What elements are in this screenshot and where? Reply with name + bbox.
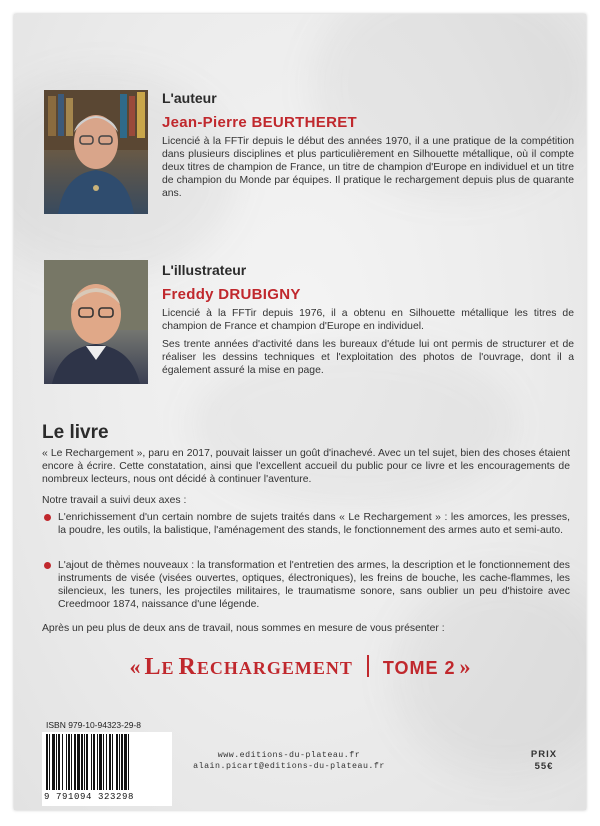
- barcode-digits: 9 791094 323298: [44, 792, 135, 802]
- barcode-bar: [77, 734, 80, 790]
- barcode: [42, 732, 172, 806]
- title-tome: TOME 2: [382, 658, 456, 678]
- illustrator-bio-1: Licencié à la FFTir depuis 1976, il a obtenu en Silhouette métallique les titres de champion de France et champion d'Europe en individuel.: [162, 308, 574, 332]
- open-quote: «: [129, 654, 141, 679]
- publisher-contact: [184, 750, 394, 772]
- barcode-icon: [42, 732, 172, 792]
- bullet-text: L'ajout de thèmes nouveaux : la transformation et l'entretien des armes, la description et le fonctionnement des instruments de visée (visées ouvertes, optiques, électroniques), les freins de bouche, les cache-flammes, les silencieux, les tuners, les projectiles militaires, le traumatisme sonore, sans oublier un peu d'histoire avec Creedmoor 1874, naissance d'une légende.: [58, 560, 570, 610]
- barcode-bar: [106, 734, 107, 790]
- barcode-bar: [124, 734, 127, 790]
- book-heading: Le livre: [42, 422, 109, 443]
- website-link[interactable]: www.editions-du-plateau.fr: [217, 751, 361, 760]
- author-section-label: L'auteur: [162, 90, 217, 106]
- barcode-bar: [81, 734, 83, 790]
- bullet-icon: [44, 514, 51, 521]
- barcode-bar: [121, 734, 123, 790]
- barcode-bar: [109, 734, 111, 790]
- barcode-bar: [93, 734, 95, 790]
- list-item: [42, 559, 570, 611]
- barcode-bar: [68, 734, 70, 790]
- bullet-icon: [44, 562, 51, 569]
- price-value: 55€: [534, 761, 554, 772]
- barcode-bar: [97, 734, 98, 790]
- close-quote: »: [459, 654, 471, 679]
- barcode-bar: [56, 734, 57, 790]
- barcode-bar: [74, 734, 76, 790]
- barcode-bar: [84, 734, 85, 790]
- author-bio: Licencié à la FFTir depuis le début des années 1970, il a une pratique de la compétition dans plusieurs disciplines et plus particulièrement en Silhouette métallique, où il compte deux titres de champion de France, un titre de champion d'Europe en individuel et un titre de champion du Monde par équipes. Il pratique le rechargement depuis plus de quarante ans.: [162, 136, 574, 199]
- barcode-bar: [49, 734, 50, 790]
- title-word-rest: ECHARGEMENT: [196, 658, 353, 678]
- isbn-label: ISBN 979-10-94323-29-8: [46, 720, 141, 730]
- barcode-bar: [52, 734, 55, 790]
- barcode-bar: [91, 734, 92, 790]
- book-intro: « Le Rechargement », paru en 2017, pouvait laisser un goût d'inachevé. Avec un tel sujet, bien des choses étaient encore à écrire. Cette constatation, ainsi que l'excellent accueil du public pour ce livre et les encouragements de nombreux lecteurs, nous ont décidé à continuer l'aventure.: [42, 448, 570, 485]
- title-letter: R: [178, 654, 197, 680]
- title-word-rest: E: [161, 658, 175, 678]
- barcode-bar: [116, 734, 118, 790]
- illustrator-portrait-icon: [44, 260, 148, 384]
- title-separator: [367, 655, 369, 677]
- barcode-bar: [66, 734, 67, 790]
- price-block: [514, 749, 574, 773]
- barcode-bar: [103, 734, 104, 790]
- bullet-text: L'enrichissement d'un certain nombre de sujets traités dans « Le Rechargement » : les amorces, les presses, la poudre, les outils, la balistique, l'aménagement des stands, le fonctionnement des armes auto et semi-auto.: [58, 512, 570, 536]
- barcode-bar: [46, 734, 48, 790]
- book-back-cover: [14, 14, 586, 810]
- email-link[interactable]: alain.picart@editions-du-plateau.fr: [193, 762, 385, 771]
- barcode-bar: [99, 734, 102, 790]
- axes-intro: Notre travail a suivi deux axes :: [42, 495, 187, 506]
- author-name: Jean-Pierre BEURTHERET: [162, 114, 357, 131]
- barcode-bar: [112, 734, 113, 790]
- title-letter: L: [144, 654, 162, 680]
- barcode-bar: [86, 734, 88, 790]
- closing-text: Après un peu plus de deux ans de travail, nous sommes en mesure de vous présenter :: [42, 623, 445, 634]
- author-photo: [44, 90, 148, 214]
- illustrator-section-label: L'illustrateur: [162, 262, 247, 278]
- book-title: [14, 654, 586, 681]
- price-label: PRIX: [530, 749, 558, 760]
- illustrator-name: Freddy DRUBIGNY: [162, 286, 301, 303]
- list-item: [42, 511, 570, 537]
- barcode-bar: [119, 734, 120, 790]
- author-portrait-icon: [44, 90, 148, 214]
- barcode-bar: [71, 734, 72, 790]
- illustrator-photo: [44, 260, 148, 384]
- barcode-bar: [128, 734, 129, 790]
- illustrator-bio-2: Ses trente années d'activité dans les bureaux d'étude lui ont permis de structurer et de réaliser les dessins techniques et l'exploitation des photos de l'ouvrage, dont il a également assuré la mise en page.: [162, 339, 574, 376]
- barcode-bar: [58, 734, 60, 790]
- barcode-bar: [62, 734, 63, 790]
